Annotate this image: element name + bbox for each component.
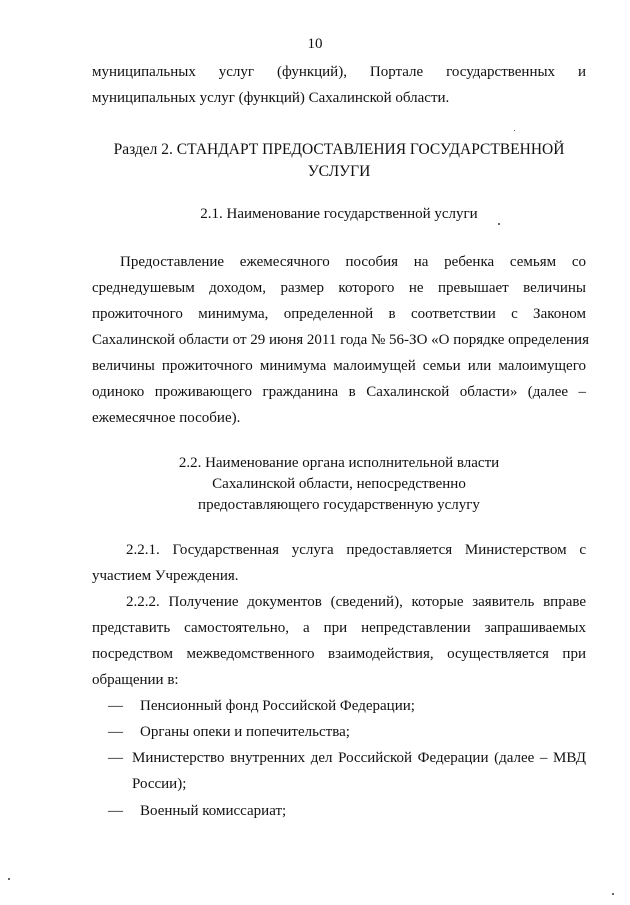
scan-speck [8, 878, 10, 880]
heading-line: предоставляющего государственную услугу [198, 497, 480, 513]
heading-line: Сахалинской области, непосредственно [212, 476, 466, 492]
text-line: 2.2.1. Государственная услуга предоставляется Министерством с [126, 542, 586, 558]
list-item-continuation: России); [132, 776, 187, 792]
text-line: муниципальных услуг (функций), Портале государственных и [92, 64, 586, 80]
text-line: среднедушевым доходом, размер которого не превышает величины [92, 280, 586, 296]
text-line: Предоставление ежемесячного пособия на ребенка семьям со [120, 254, 586, 270]
list-item [108, 719, 586, 745]
continuation-paragraph [92, 59, 586, 111]
scan-speck [514, 130, 515, 131]
text-line: муниципальных услуг (функций) Сахалинской области. [92, 90, 450, 106]
section-title-line: Раздел 2. СТАНДАРТ ПРЕДОСТАВЛЕНИЯ ГОСУДАРСТВЕННОЙ [113, 141, 565, 158]
text-line: представить самостоятельно, а при непредставлении запрашиваемых [92, 620, 586, 636]
subsection-heading-2-2 [92, 453, 586, 516]
dash-marker: — [108, 750, 123, 766]
text-line: прожиточного минимума, определенной в соответствии с Законом [92, 306, 586, 322]
dash-marker: — [108, 698, 123, 714]
text-line: ежемесячное пособие). [92, 410, 241, 426]
scan-speck [612, 893, 614, 895]
dash-marker: — [108, 724, 123, 740]
text-line: величины прожиточного минимума малоимущей семьи или малоимущего [92, 358, 586, 374]
list-item-text: Пенсионный фонд Российской Федерации; [140, 698, 415, 714]
list-item [108, 745, 586, 797]
heading-line: 2.2. Наименование органа исполнительной власти [178, 455, 500, 471]
list-item [108, 693, 586, 719]
list-item-text: Военный комиссариат; [140, 803, 287, 819]
paragraph-2-2-2 [92, 589, 586, 693]
paragraph-2-2-1 [92, 537, 586, 589]
list-item [108, 798, 586, 824]
section-title [92, 139, 586, 183]
text-line: участием Учреждения. [92, 568, 239, 584]
paragraph-2-1 [92, 249, 589, 431]
list-item-text: Министерство внутренних дел Российской Федерации (далее – МВД [132, 750, 586, 766]
text-line: посредством межведомственного взаимодействия, осуществляется при [92, 646, 586, 662]
text-line: 2.2.2. Получение документов (сведений), которые заявитель вправе [126, 594, 586, 610]
dash-marker: — [108, 803, 123, 819]
text-line: обращении в: [92, 672, 179, 688]
text-line: одиноко проживающего гражданина в Сахалинской области» (далее – [92, 384, 586, 400]
section-title-line: УСЛУГИ [307, 163, 371, 180]
scan-speck [498, 223, 500, 225]
list-item-text: Органы опеки и попечительства; [140, 724, 350, 740]
text-line: Сахалинской области от 29 июня 2011 года № 56-ЗО «О порядке определения [92, 332, 589, 348]
list-item-row [108, 745, 586, 771]
subsection-heading-2-1: 2.1. Наименование государственной услуги [200, 206, 478, 222]
page-number: 10 [307, 36, 323, 52]
